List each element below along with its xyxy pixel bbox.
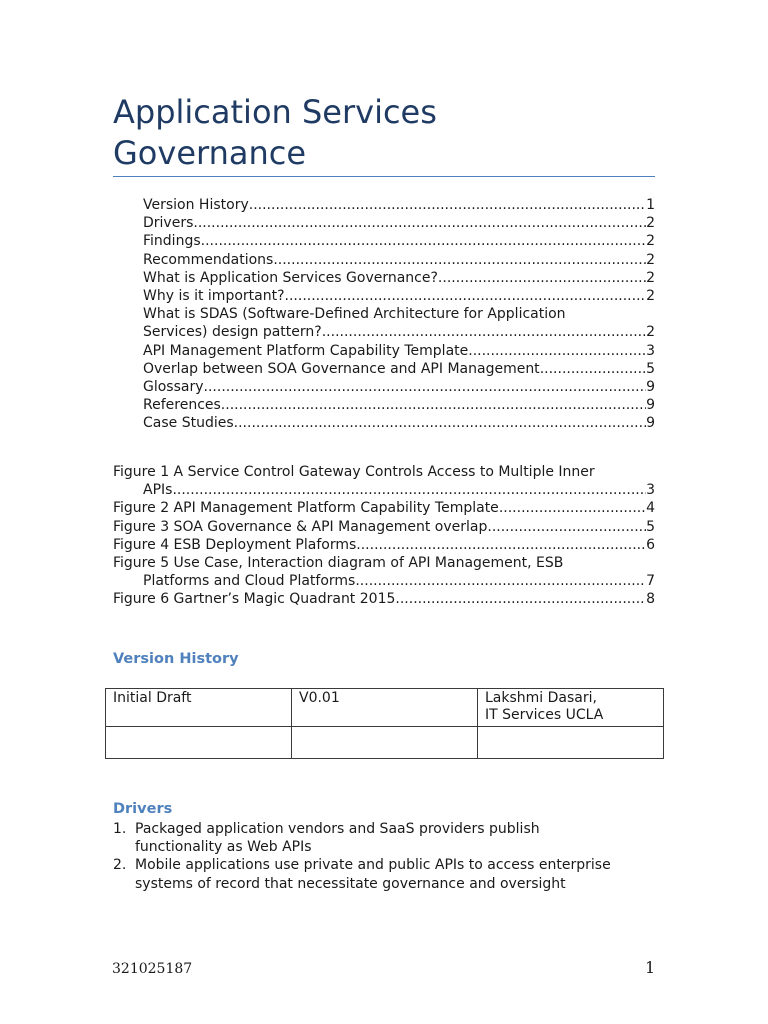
table-cell: Lakshmi Dasari, IT Services UCLA — [478, 689, 664, 727]
toc-entry-references[interactable]: References ..... 9 — [143, 396, 655, 414]
list-item: 1. Packaged application vendors and SaaS providers publish functionality as Web APIs — [113, 821, 540, 856]
version-history-table — [105, 688, 664, 759]
toc-entry-api-capability-template[interactable]: API Management Platform Capability Template ..... 3 — [143, 342, 655, 360]
title-line-2: Governance — [113, 134, 307, 172]
table-cell — [106, 727, 292, 759]
toc-entry-recommendations[interactable]: Recommendations ..... 2 — [143, 251, 655, 269]
toc-entry-case-studies[interactable]: Case Studies ..... 9 — [143, 414, 655, 432]
table-cell — [478, 727, 664, 759]
toc-entry-what-is-asg[interactable]: What is Application Services Governance? ..... 2 — [143, 269, 655, 287]
table-cell: Initial Draft — [106, 689, 292, 727]
drivers-list — [113, 820, 658, 893]
figure-entry-4[interactable]: Figure 4 ESB Deployment Plaforms ..... 6 — [113, 536, 655, 554]
toc-entry-overlap[interactable]: Overlap between SOA Governance and API Management ..... 5 — [143, 360, 655, 378]
footer-document-id: 321025187 — [112, 961, 193, 977]
figure-entry-1[interactable]: Figure 1 A Service Control Gateway Controls Access to Multiple Inner APIs ..... 3 — [113, 463, 655, 499]
figure-entry-6[interactable]: Figure 6 Gartner’s Magic Quadrant 2015 ..... 8 — [113, 590, 655, 608]
figure-entry-2[interactable]: Figure 2 API Management Platform Capability Template ..... 4 — [113, 499, 655, 517]
table-row — [106, 689, 664, 727]
table-cell: V0.01 — [292, 689, 478, 727]
figure-entry-3[interactable]: Figure 3 SOA Governance & API Management overlap ..... 5 — [113, 518, 655, 536]
version-history-heading: Version History — [113, 651, 239, 667]
document-title — [113, 92, 673, 174]
table-row — [106, 727, 664, 759]
title-line-1: Application Services — [113, 93, 437, 131]
toc-entry-what-is-sdas[interactable]: What is SDAS (Software-Defined Architecture for Application Services) design pattern? ..... 2 — [143, 305, 655, 341]
toc-entry-version-history[interactable]: Version History ..... 1 — [143, 196, 655, 214]
toc-entry-findings[interactable]: Findings ..... 2 — [143, 232, 655, 250]
list-item: 2. Mobile applications use private and public APIs to access enterprise systems of record that necessitate governance and oversight — [113, 857, 611, 892]
toc-entry-drivers[interactable]: Drivers ..... 2 — [143, 214, 655, 232]
toc-entry-why-important[interactable]: Why is it important? ..... 2 — [143, 287, 655, 305]
footer-page-number: 1 — [645, 958, 656, 977]
figure-entry-5[interactable]: Figure 5 Use Case, Interaction diagram of API Management, ESB Platforms and Cloud Platforms ..... 7 — [113, 554, 655, 590]
drivers-heading: Drivers — [113, 801, 173, 817]
table-cell — [292, 727, 478, 759]
table-of-contents — [143, 196, 655, 433]
table-of-figures — [113, 463, 655, 609]
toc-entry-glossary[interactable]: Glossary ..... 9 — [143, 378, 655, 396]
title-underline — [113, 176, 655, 177]
